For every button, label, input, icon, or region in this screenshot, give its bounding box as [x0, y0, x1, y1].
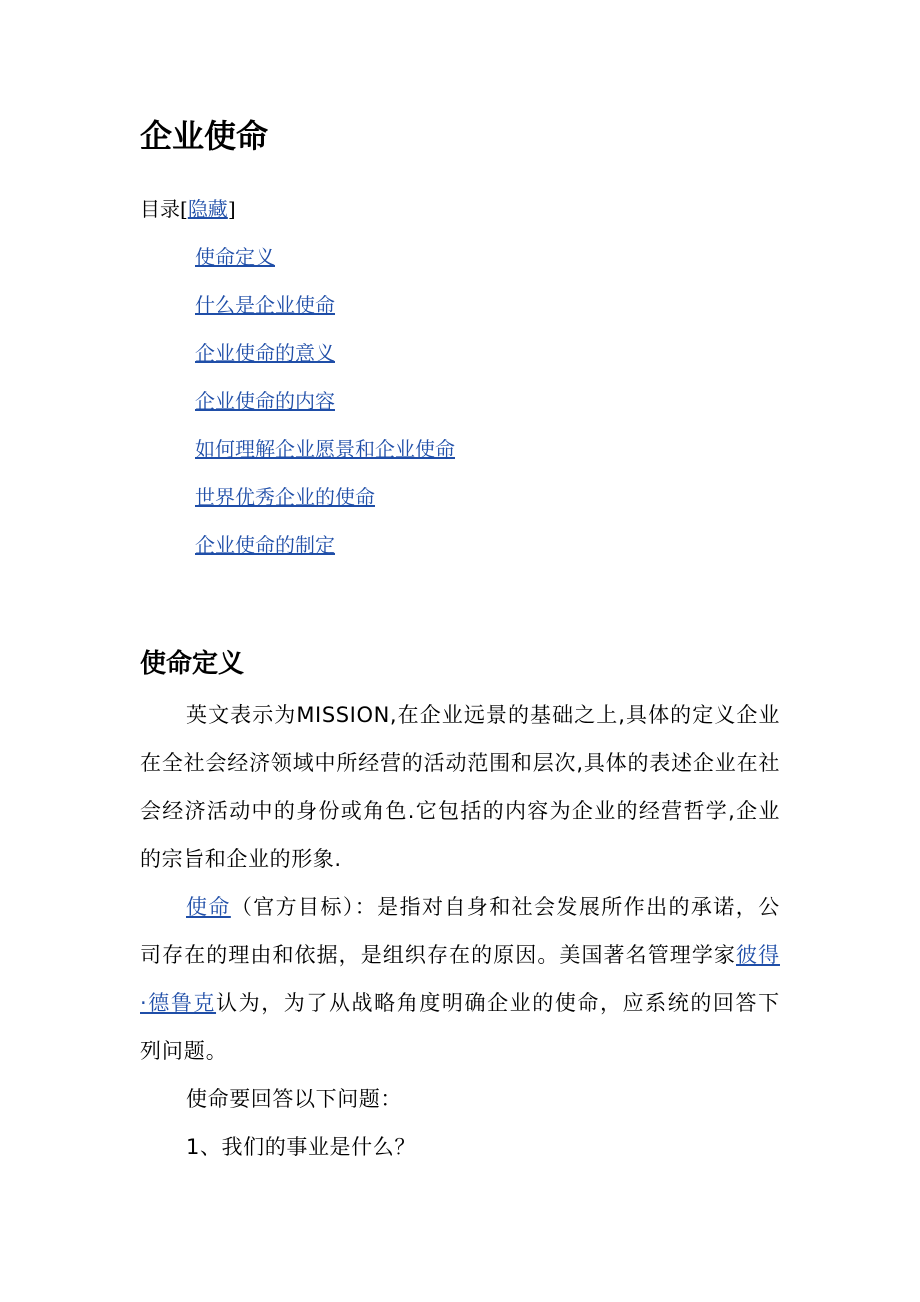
toc-item: [195, 338, 455, 386]
toc-header: [140, 194, 236, 224]
toc-link-mission-formulation[interactable]: 企业使命的制定: [195, 533, 335, 557]
section-heading: 使命定义: [140, 649, 245, 679]
link-peter-drucker[interactable]: 彼得·德鲁克: [140, 943, 780, 1015]
paragraph-questions-intro: 使命要回答以下问题：: [186, 1087, 402, 1111]
toc-link-vision-and-mission[interactable]: 如何理解企业愿景和企业使命: [195, 437, 455, 461]
toc-bracket-open: [: [180, 197, 188, 221]
toc-item: [195, 386, 455, 434]
toc-link-world-companies[interactable]: 世界优秀企业的使命: [195, 485, 375, 509]
toc-link-mission-content[interactable]: 企业使命的内容: [195, 389, 335, 413]
toc-label: 目录: [140, 197, 180, 221]
paragraph-text: （官方目标）：是指对自身和社会发展所作出的承诺，公司存在的理由和依据，是组织存在的原因。美国著名管理学家: [140, 895, 780, 967]
toc-link-mission-definition[interactable]: 使命定义: [195, 245, 275, 269]
toc-item: [195, 242, 455, 290]
toc-bracket-close: ]: [227, 197, 236, 221]
toc-hide-link[interactable]: 隐藏: [187, 197, 228, 221]
toc-list: [195, 242, 455, 578]
paragraph-official-goal: [140, 883, 780, 1075]
paragraph-definition: 英文表示为MISSION,在企业远景的基础之上,具体的定义企业在全社会经济领域中所经营的活动范围和层次,具体的表述企业在社会经济活动中的身份或角色.它包括的内容为企业的经营哲学,企业的宗旨和企业的形象.: [140, 703, 780, 871]
toc-link-mission-meaning[interactable]: 企业使命的意义: [195, 341, 335, 365]
toc-link-what-is-mission[interactable]: 什么是企业使命: [195, 293, 335, 317]
toc-item: [195, 434, 455, 482]
toc-item: [195, 290, 455, 338]
paragraph-text: 认为，为了从战略角度明确企业的使命，应系统的回答下列问题。: [140, 991, 781, 1063]
paragraph-question-1: 1、我们的事业是什么？: [186, 1135, 416, 1159]
page-title: 企业使命: [140, 117, 269, 155]
toc-item: [195, 530, 455, 578]
link-mission[interactable]: 使命: [186, 895, 231, 919]
toc-item: [195, 482, 455, 530]
